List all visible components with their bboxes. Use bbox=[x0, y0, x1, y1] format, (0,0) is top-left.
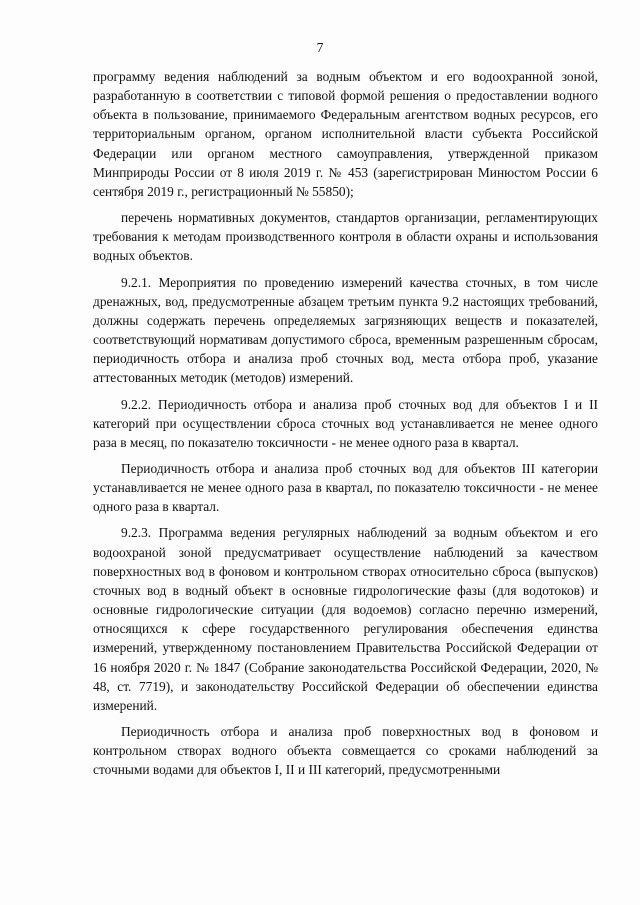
document-body bbox=[93, 67, 598, 786]
paragraph-9-2-3: 9.2.3. Программа ведения регулярных наблюдений за водным объектом и его водоохраной зоной предусматривает осуществление наблюдений за качеством поверхностных вод в фоновом и контрольном створах относительно сброса (выпусков) сточных вод в водный объект в основные гидрологические фазы (для водотоков) и основные гидрологические ситуации (для водоемов) согласно перечню измерений, относящихся к сфере государственного регулирования обеспечения единства измерений, утвержденному постановлением Правительства Российской Федерации от 16 ноября 2020 г. № 1847 (Собрание законодательства Российской Федерации, 2020, № 48, ст. 7719), и законодательству Российской Федерации об обеспечении единства измерений. bbox=[93, 525, 598, 713]
paragraph-9-2-1: 9.2.1. Мероприятия по проведению измерений качества сточных, в том числе дренажных, вод, предусмотренные абзацем третьим пункта 9.2 настоящих требований, должны содержать перечень определяемых загрязняющих веществ и показателей, соответствующий нормативам допустимого сброса, временным разрешенным сбросам, периодичность отбора и анализа проб сточных вод, места отбора проб, указание аттестованных методик (методов) измерений. bbox=[93, 274, 598, 386]
paragraph-observation-program: программу ведения наблюдений за водным объектом и его водоохранной зоной, разработанную в соответствии с типовой формой решения о предоставлении водного объекта в пользование, принимаемого Федеральным агентством водных ресурсов, его территориальным органом, органом исполнительной власти субъекта Российской Федерации или органом местного самоуправления, утвержденной приказом Минприроды России от 8 июля 2019 г. № 453 (зарегистрирован Минюстом России 6 сентября 2019 г., регистрационный № 55850); bbox=[93, 69, 598, 199]
paragraph-category-iii-frequency: Периодичность отбора и анализа проб сточных вод для объектов III категории устанавливается не менее одного раза в квартал, по показателю токсичности - не менее одного раза в квартал. bbox=[93, 460, 598, 515]
paragraph-surface-water-frequency: Периодичность отбора и анализа проб поверхностных вод в фоновом и контрольном створах водного объекта совмещается со сроками наблюдений за сточными водами для объектов I, II и III категорий, предусмотренными bbox=[93, 724, 598, 778]
paragraph-9-2-2: 9.2.2. Периодичность отбора и анализа проб сточных вод для объектов I и II категорий при осуществлении сброса сточных вод устанавливается не менее одного раза в месяц, по показателю токсичности - не менее одного раза в квартал. bbox=[93, 396, 598, 450]
paragraph-normative-documents-list: перечень нормативных документов, стандартов организации, регламентирующих требования к методам производственного контроля в области охраны и использования водных объектов. bbox=[93, 210, 598, 264]
page-number: 7 bbox=[316, 40, 324, 55]
